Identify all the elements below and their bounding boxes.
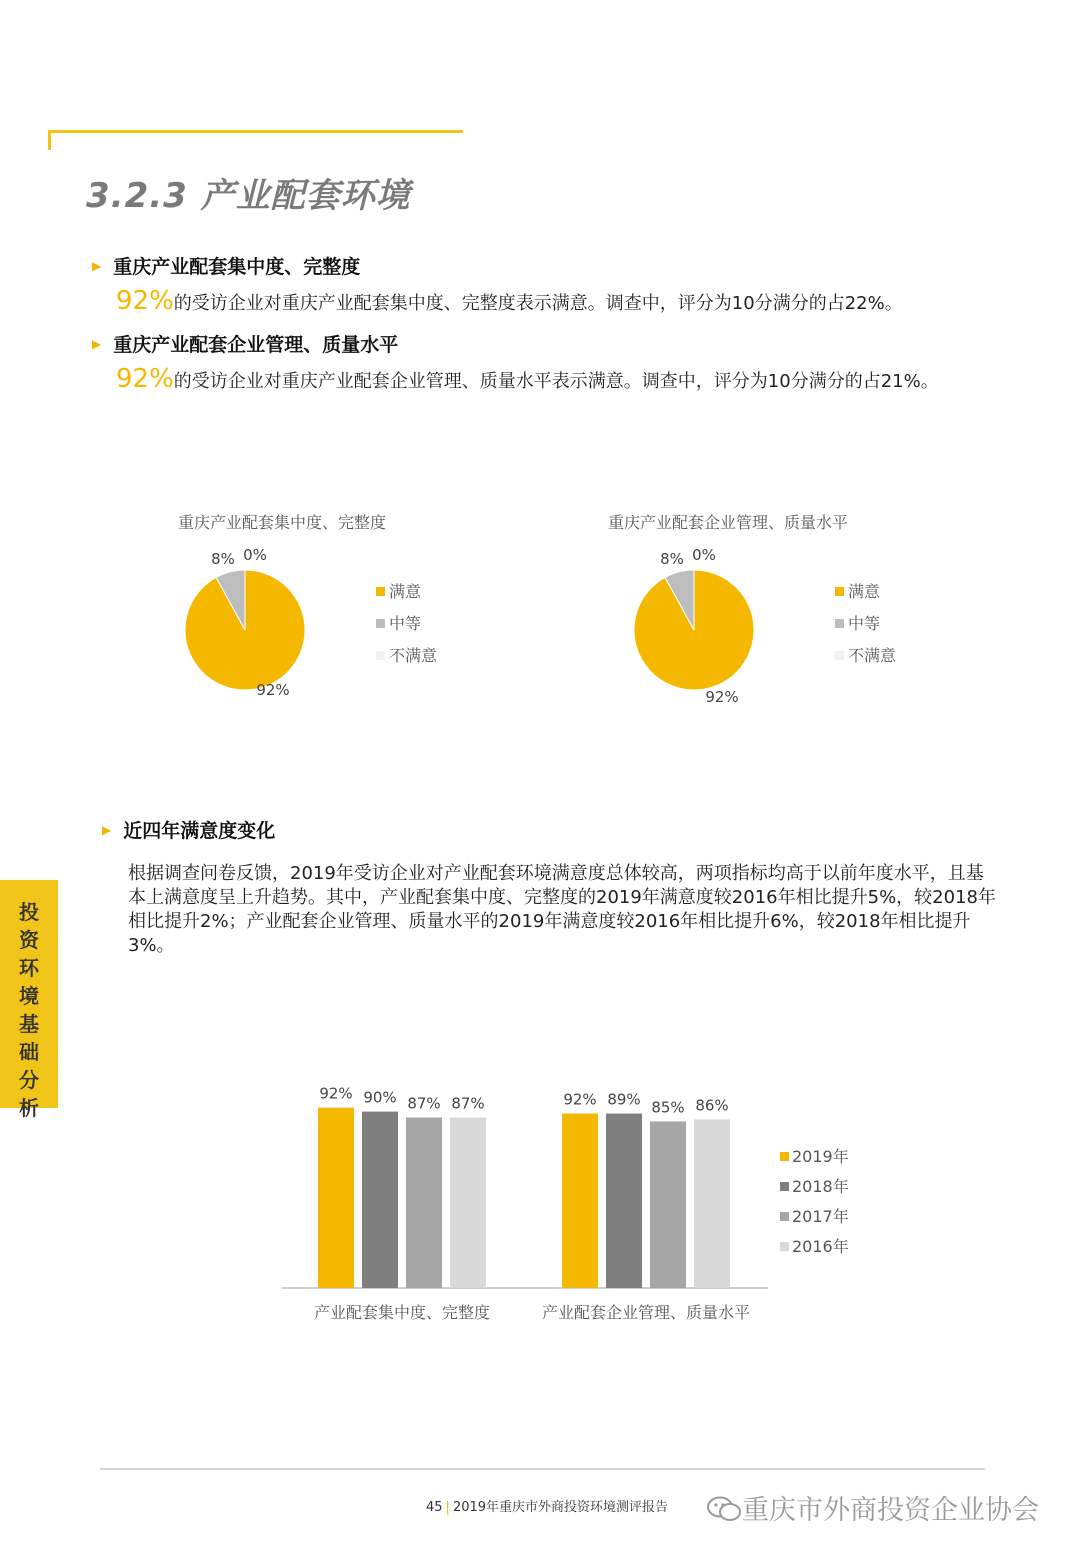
pie-value-label: 0% — [692, 546, 716, 564]
pie-value-label: 8% — [211, 550, 235, 568]
bar-2017年-1 — [406, 1117, 442, 1288]
bar-value-label: 92% — [319, 1084, 353, 1103]
bar-value-label: 86% — [695, 1096, 729, 1115]
pie-chart-1 — [178, 513, 437, 699]
bar-2017年-2 — [650, 1121, 686, 1288]
side-tab-char: 资 — [19, 928, 39, 952]
bar-2016年-2 — [694, 1119, 730, 1288]
legend-swatch — [780, 1182, 789, 1191]
legend-label: 2017年 — [792, 1207, 849, 1226]
subheading-text: 重庆产业配套集中度、完整度 — [113, 256, 361, 278]
bar-2019年-1 — [318, 1108, 354, 1288]
stat-line-concentration — [116, 286, 903, 316]
subheading-text: 重庆产业配套企业管理、质量水平 — [113, 334, 399, 356]
pie-value-label: 92% — [256, 681, 290, 699]
side-tab-char: 分 — [19, 1068, 39, 1092]
legend-label: 2018年 — [792, 1177, 849, 1196]
subheading-text: 近四年满意度变化 — [123, 820, 276, 842]
legend-swatch — [780, 1212, 789, 1221]
legend-label: 不满意 — [389, 646, 438, 665]
pie-title: 重庆产业配套集中度、完整度 — [178, 513, 387, 532]
wechat-icon — [706, 1495, 742, 1523]
legend-swatch — [780, 1152, 789, 1161]
stat-line-management — [116, 364, 939, 394]
subheading-management — [92, 330, 398, 357]
side-tab-char: 基 — [19, 1012, 39, 1036]
bar-2018年-1 — [362, 1112, 398, 1288]
legend-label: 2016年 — [792, 1237, 849, 1256]
legend-swatch — [376, 619, 385, 628]
stat-text: 的受访企业对重庆产业配套集中度、完整度表示满意。调查中，评分为10分满分的占22%。 — [173, 293, 903, 314]
footer — [426, 1496, 668, 1515]
top-accent-rule — [48, 130, 463, 133]
legend-label: 2019年 — [792, 1147, 849, 1166]
wechat-watermark — [706, 1488, 1039, 1527]
category-label: 产业配套集中度、完整度 — [313, 1303, 491, 1322]
bar-value-label: 90% — [363, 1088, 397, 1107]
pie-value-label: 0% — [243, 546, 267, 564]
triangle-bullet-icon: ▶ — [92, 337, 102, 351]
side-tab-char: 投 — [19, 900, 39, 924]
report-title: 2019年重庆市外商投资环境测评报告 — [452, 1500, 669, 1515]
account-name: 重庆市外商投资企业协会 — [742, 1495, 1039, 1526]
side-tab-char: 础 — [19, 1040, 39, 1064]
side-tab-char: 境 — [19, 984, 39, 1008]
bar-2018年-2 — [606, 1114, 642, 1288]
footer-divider: | — [445, 1500, 450, 1515]
bar-value-label: 89% — [607, 1090, 641, 1109]
legend-label: 满意 — [848, 582, 881, 601]
legend-swatch — [376, 651, 385, 660]
legend-swatch — [835, 587, 844, 596]
bar-value-label: 92% — [563, 1090, 597, 1109]
legend-swatch — [780, 1242, 789, 1251]
pie-title: 重庆产业配套企业管理、质量水平 — [608, 513, 849, 532]
stat-text: 的受访企业对重庆产业配套企业管理、质量水平表示满意。调查中，评分为10分满分的占21%。 — [173, 371, 939, 392]
subheading-concentration — [92, 252, 360, 279]
legend-swatch — [835, 651, 844, 660]
stat-highlight: 92% — [116, 364, 174, 394]
side-tab-char: 析 — [19, 1096, 39, 1120]
bar-plot — [282, 1085, 849, 1322]
triangle-bullet-icon: ▶ — [102, 823, 112, 837]
bar-chart — [0, 1060, 1080, 1340]
pie-chart-2 — [608, 513, 896, 706]
bar-value-label: 87% — [407, 1094, 441, 1113]
footer-rule — [100, 1468, 985, 1470]
section-title: 3.2.3 产业配套环境 — [86, 176, 411, 216]
pie-value-label: 92% — [705, 688, 739, 706]
bar-2019年-2 — [562, 1114, 598, 1288]
bar-value-label: 87% — [451, 1094, 485, 1113]
bar-value-label: 85% — [651, 1098, 685, 1117]
legend-label: 不满意 — [848, 646, 897, 665]
legend-swatch — [835, 619, 844, 628]
trend-paragraph: 根据调查问卷反馈，2019年受访企业对产业配套环境满意度总体较高，两项指标均高于以前年度水平，且基本上满意度呈上升趋势。其中，产业配套集中度、完整度的2019年满意度较2016年相比提升5%，较2018年相比提升2%；产业配套企业管理、质量水平的2019年满意度较2016年相比提升6%，较2018年相比提升3%。 — [128, 863, 996, 956]
top-accent-rule-vertical — [48, 130, 51, 150]
legend-label: 中等 — [389, 614, 422, 633]
legend-swatch — [376, 587, 385, 596]
page-number: 45 — [426, 1500, 443, 1515]
subheading-trend — [102, 816, 275, 843]
bar-2016年-1 — [450, 1117, 486, 1288]
legend-label: 中等 — [848, 614, 881, 633]
stat-highlight: 92% — [116, 286, 174, 316]
category-label: 产业配套企业管理、质量水平 — [541, 1303, 751, 1322]
triangle-bullet-icon: ▶ — [92, 259, 102, 273]
pie-value-label: 8% — [660, 550, 684, 568]
side-tab-char: 环 — [19, 956, 39, 980]
legend-label: 满意 — [389, 582, 422, 601]
pie-charts — [0, 500, 1080, 730]
